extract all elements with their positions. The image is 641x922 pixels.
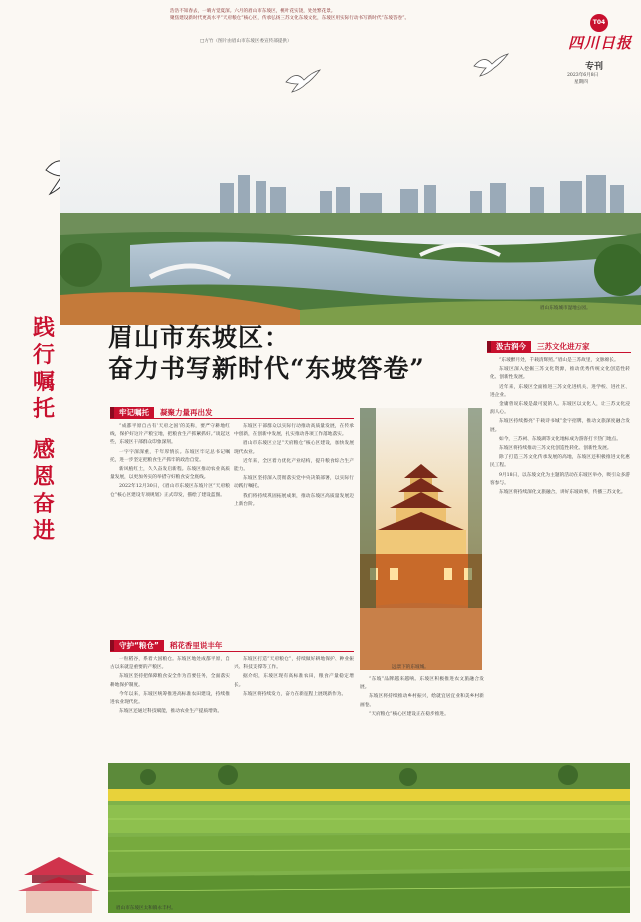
slogan-char: 进 <box>32 518 55 544</box>
paragraph: “东坡醉月处，千载清辉照。”眉山是三苏故里，文脉绵长。 <box>499 358 619 363</box>
slogan-char: 行 <box>32 342 55 368</box>
paragraph: 2022年12月30日，《眉山市东坡区东坡片区“天府粮仓”核心区建设专项规划》正式印发，描绘了建设蓝图。 <box>110 484 230 498</box>
slogan-char: 践 <box>32 315 55 341</box>
crane-icon-small <box>470 50 510 80</box>
paragraph: 据介绍，东坡区现有高标准农田，粮食产量稳定增长。 <box>234 674 354 688</box>
paragraph: “成都平原自古有‘天府之国’的美称，要严守耕地红线，保护好这片产粮宝地，把粮食生产抓紧抓好。”谈起这些，东坡区干部群众印象深刻。 <box>110 424 230 446</box>
slogan-char: 恩 <box>32 464 55 490</box>
paragraph: 东坡区将持续推动三苏文化创造性转化、创新性发展。 <box>499 446 612 452</box>
paragraph: 金庸曾说东坡是最可爱的人。东坡区以文化人，让三苏文化浸润人心。 <box>490 402 630 416</box>
article-granary-col2 <box>234 656 354 760</box>
paragraph: 一粒稻谷，系着大国粮仓。东坡区地处成都平原，自古以来就是重要的产粮区。 <box>110 657 230 671</box>
paragraph: 东坡区干部群众以实际行动推动高质量发展，在传承中创新，在创新中发展，扎实推动各项工作落地落实。 <box>234 424 354 438</box>
paragraph: 如今，三苏祠、东坡湖等文化地标成为游客打卡热门地点。 <box>499 436 621 442</box>
article-entrust-col2 <box>234 423 354 635</box>
section-subtitle: 三苏文化进万家 <box>537 342 590 351</box>
paragraph: 我们将持续巩固拓展成果，推动东坡区高质量发展迈上新台阶。 <box>234 493 354 507</box>
article-granary-col1 <box>110 656 230 760</box>
headline-line-2: 奋力书写新时代“东坡答卷” <box>108 354 425 383</box>
article-granary-col3 <box>360 676 484 760</box>
paragraph: “东坡”品牌越来越响。东坡区积极推进农文旅融合发展。 <box>360 677 484 691</box>
article-entrust-col1 <box>110 423 230 635</box>
issue-date: 2023年6月8日 <box>567 73 599 78</box>
paragraph: 今年以来，东坡区统筹推进高标准农田建设，持续推进农业现代化。 <box>110 691 230 706</box>
paragraph: 一字字深深重，千年厚情长。东坡区牢记总书记嘱托，进一步坚定把粮食生产抓牢的政治自觉。 <box>110 449 230 463</box>
paragraph: 东坡区将持续发力，奋力在新征程上展现新作为。 <box>243 691 347 697</box>
paragraph: 近年来，全区着力优化产业结构，提升粮食综合生产能力。 <box>234 458 354 473</box>
section-header-entrust <box>110 407 354 419</box>
headline-line-1: 眉山市东坡区： <box>108 323 291 352</box>
pavilion-icon <box>14 835 104 915</box>
vertical-slogan <box>28 315 60 645</box>
section-tag: 汲古润今 <box>487 341 531 353</box>
intro-line-1: 浩浩不知春去，一晴方觉夏深。六月的眉山市东坡区，桃叶花实饶，处处繁花景。 <box>170 9 336 14</box>
intro-text <box>170 8 470 22</box>
paragraph: 东坡区将持续深化文旅融合，讲好东坡故事，传播三苏文化。 <box>499 490 626 496</box>
paragraph: 近年来，东坡区全面推进三苏文化进机关、进学校、进社区、进企业。 <box>490 384 630 398</box>
field-caption: 眉山市东坡区太和镇永丰村。 <box>116 906 176 911</box>
section-subtitle: 稻花香里说丰年 <box>169 641 223 650</box>
paragraph: 东坡区深入挖掘三苏文化资源，推动优秀传统文化创造性转化、创新性发展。 <box>490 367 630 381</box>
section-label: 专刊 <box>585 62 604 72</box>
slogan-char: 感 <box>32 437 55 463</box>
section-header-granary <box>110 640 354 652</box>
paragraph: 东坡区打造“天府粮仓”，持续做好耕地保护、种业振兴、科技支撑等工作。 <box>234 657 354 671</box>
paragraph: 新风植红土，久久奋发启新程。东坡区推动农业高质量发展，以更加务实的举措守好粮食安全底线。 <box>110 467 230 481</box>
paragraph: 东坡区将持续推动乡村振兴，绘就宜居宜业和美乡村新画卷。 <box>360 694 484 708</box>
city-wetland-photo <box>60 95 641 325</box>
issue-weekday: 星期四 <box>574 80 588 85</box>
section-header-culture <box>487 341 631 353</box>
section-tag: 牢记嘱托 <box>110 407 154 419</box>
newspaper-logo: 四川日报 <box>568 34 633 52</box>
paragraph: 除了打造三苏文化传承发展的高地，东坡区还积极推进文化惠民工程。 <box>490 455 630 469</box>
skyline-caption: 眉山东坡城市湿地公园。 <box>540 306 591 311</box>
paragraph: 东坡区持续擦亮“千载诗书城”金字招牌，推动文旅深度融合发展。 <box>490 419 630 433</box>
slogan-char: 奋 <box>32 491 55 517</box>
photo-credit: □方竹（图片由眉山市东坡区委宣传部提供） <box>200 39 292 44</box>
crane-icon-small <box>282 66 322 96</box>
paragraph: 东坡区还通过科技赋能，推动农业生产提质增效。 <box>119 709 223 715</box>
paragraph: 东坡区坚持深入贯彻落实党中央决策部署，以实际行动践行嘱托。 <box>234 476 354 490</box>
paragraph: 东坡区坚持把保障粮食安全作为首要任务，全面落实耕地保护制度。 <box>110 674 230 688</box>
paragraph: 眉山市东坡区立足“天府粮仓”核心区建设，加快发展现代农业。 <box>234 441 354 455</box>
slogan-char: 托 <box>32 396 55 422</box>
paragraph: “天府粮仓”核心区建设正在稳步推进。 <box>369 711 449 717</box>
section-tag: 守护“粮仓” <box>110 640 164 652</box>
intro-line-2: 聚焦建设新时代更高水平“天府粮仓”核心区，传承弘扬三苏文化东坡文化，东坡区用实际行动书写新时代“东坡答卷”。 <box>170 16 410 21</box>
tower-night-photo <box>360 408 482 670</box>
farmland-photo <box>108 763 630 913</box>
article-culture <box>490 357 630 757</box>
paragraph: 9月18日，以东坡文化为主题的活动在东坡区举办，吸引众多游客参与。 <box>490 472 630 486</box>
section-subtitle: 凝聚力量再出发 <box>160 408 213 417</box>
slogan-char: 嘱 <box>32 369 55 395</box>
page-number-badge: T04 <box>590 14 608 32</box>
tower-caption: 远景下的东坡城。 <box>392 665 429 670</box>
